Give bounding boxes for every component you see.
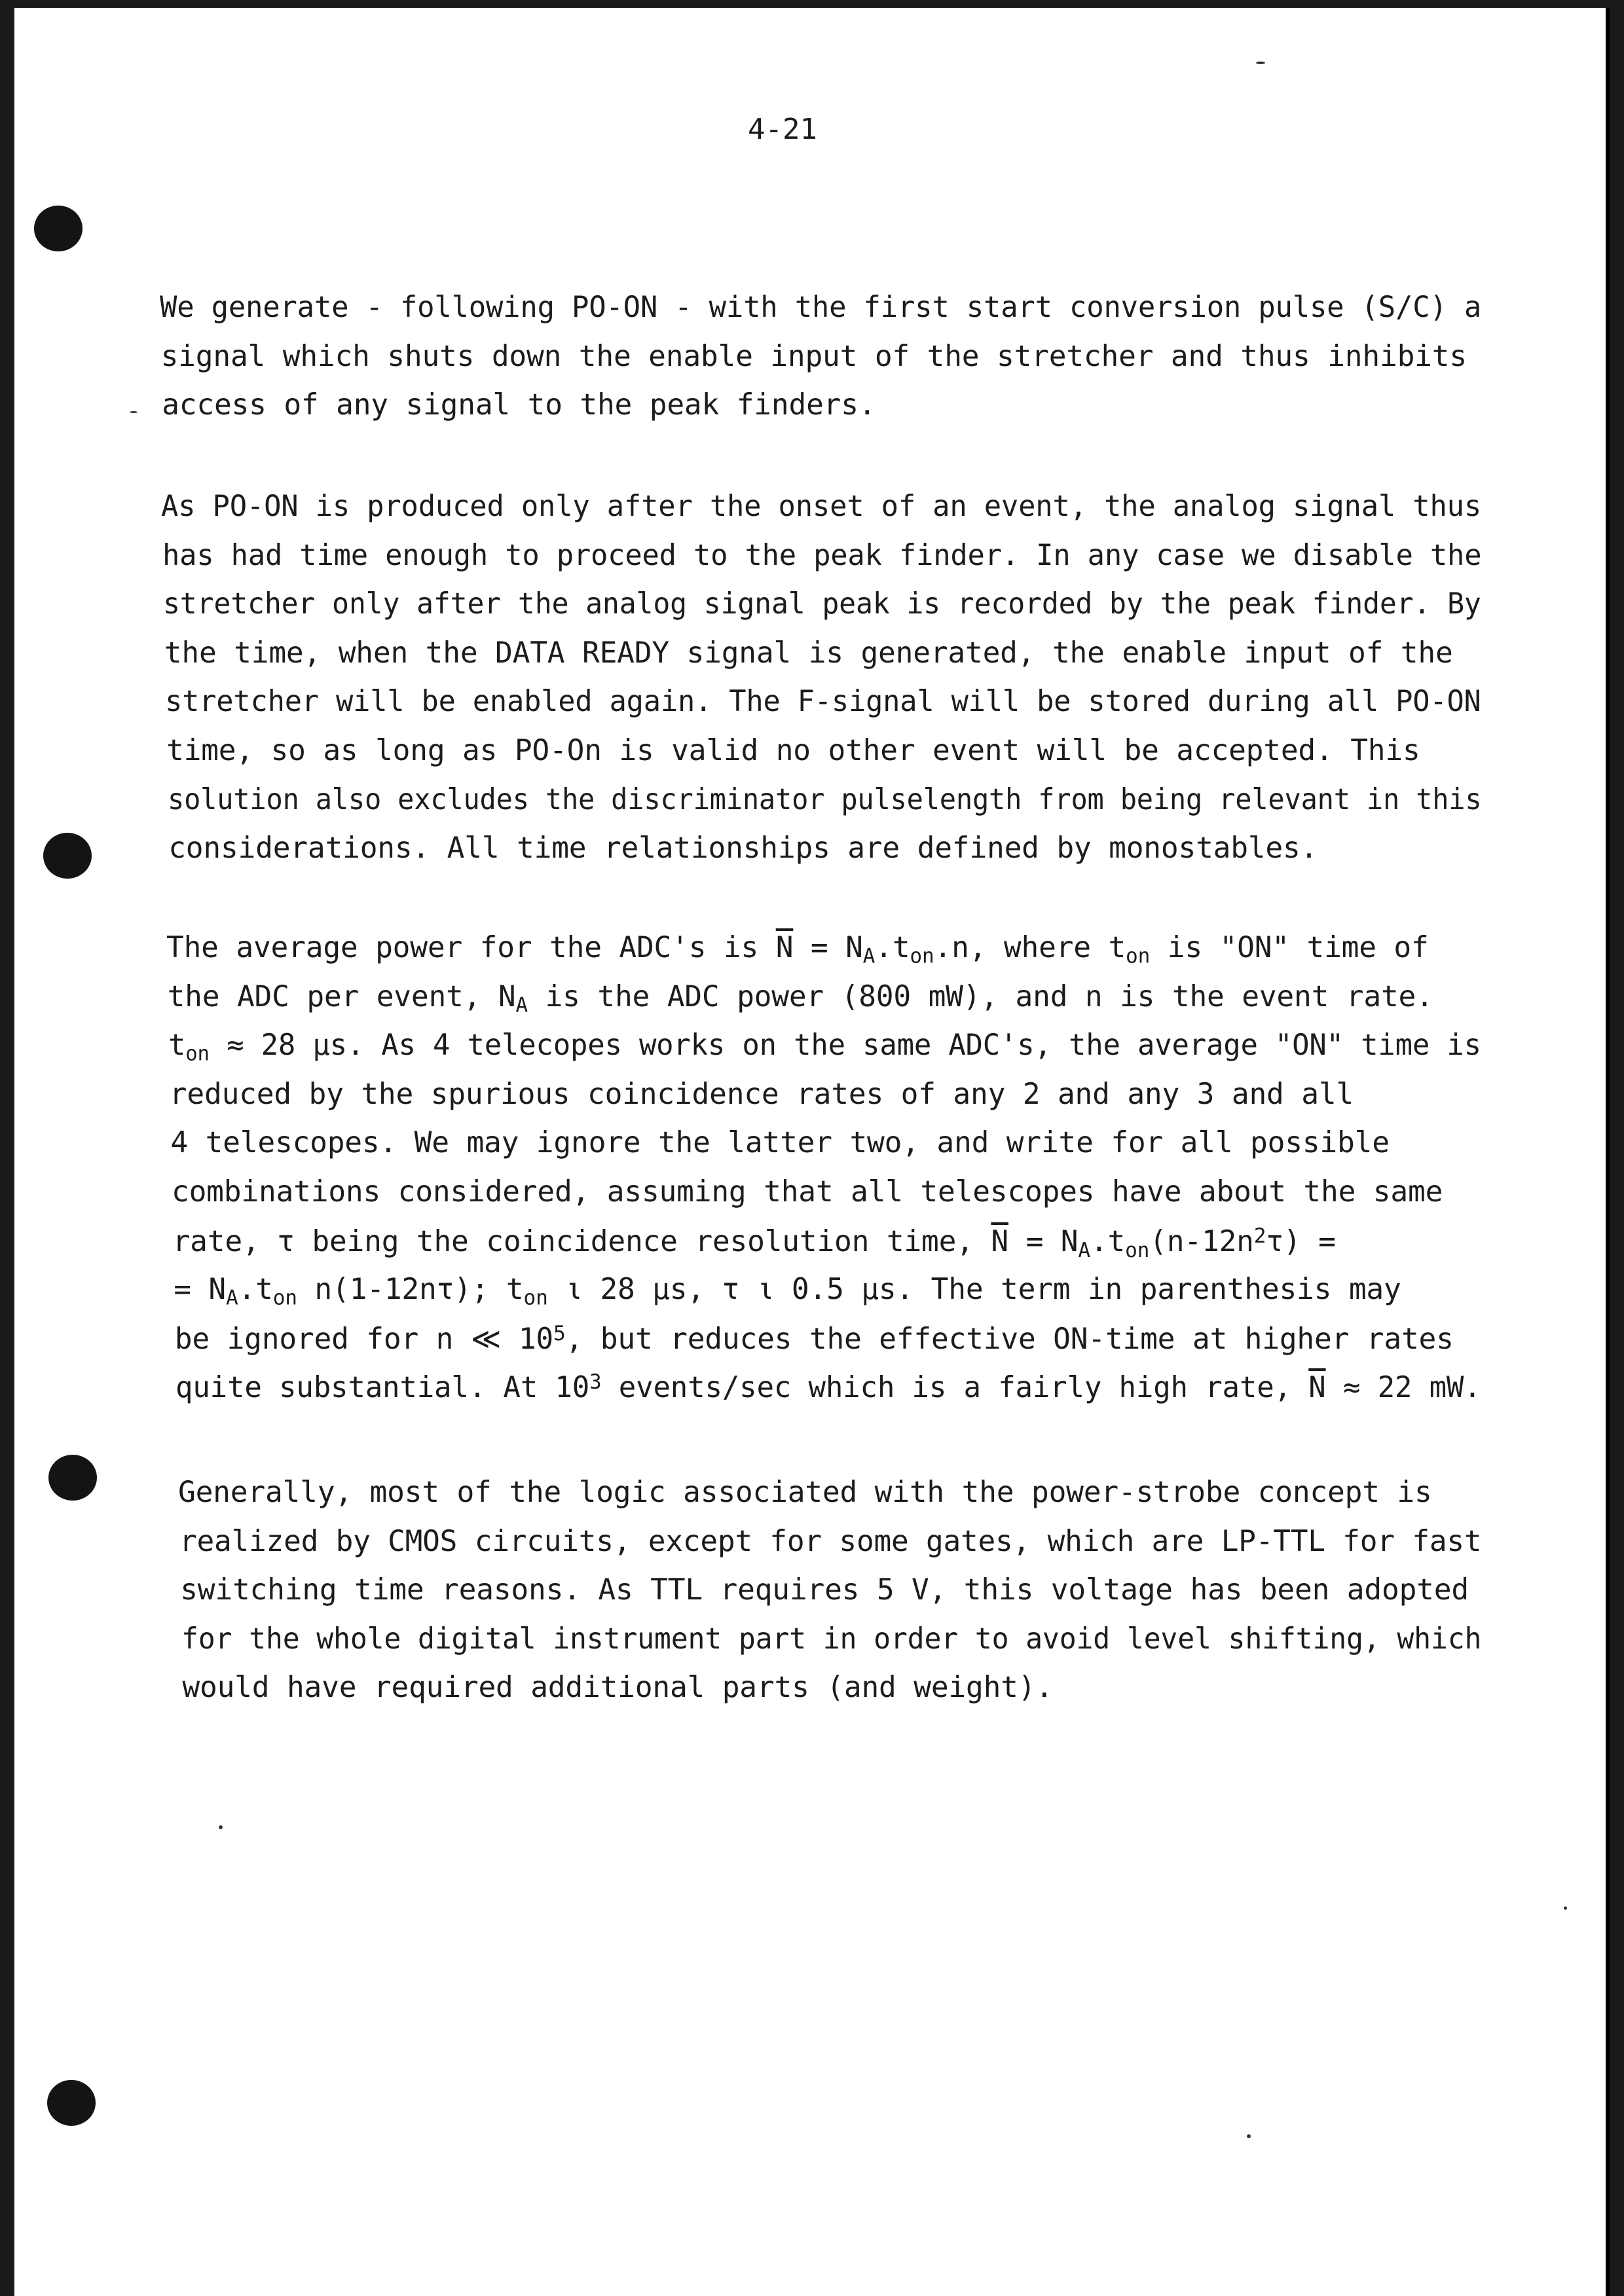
text-segment: events/sec which is a fairly high rate, (601, 1371, 1309, 1405)
text-segment: be ignored for n ≪ 10 (174, 1322, 554, 1356)
document-page (14, 8, 1610, 2296)
text-line (181, 1622, 1481, 1656)
text-segment: = N (1008, 1224, 1079, 1258)
text-segment: on (910, 944, 934, 968)
scan-speck (130, 411, 138, 413)
scan-speck (1247, 2134, 1251, 2138)
text-line (174, 1273, 1401, 1310)
text-line (178, 1476, 1432, 1509)
text-segment: A (1078, 1238, 1090, 1262)
text-segment: realized by CMOS circuits, except for some gates, which are LP-TTL for fast (179, 1524, 1481, 1558)
text-segment: the ADC per event, N (167, 979, 516, 1013)
text-segment: solution also excludes the discriminator pulselength from being relevant in this (167, 782, 1482, 816)
text-segment: We generate - following PO-ON - with the first start conversion pulse (S/C) a (160, 291, 1482, 324)
scan-speck (1256, 62, 1265, 64)
text-segment: has had time enough to proceed to the peak finder. In any case we disable the (162, 538, 1481, 572)
scan-speck (1564, 1906, 1567, 1910)
text-segment: (n-12n (1149, 1224, 1254, 1258)
text-line (162, 388, 876, 422)
text-segment: stretcher will be enabled again. The F-signal will be stored during all PO-ON (165, 685, 1482, 719)
text-line (180, 1573, 1469, 1607)
text-segment: on (185, 1042, 210, 1066)
text-segment: on (1126, 944, 1151, 968)
text-segment: signal which shuts down the enable input of the stretcher and thus inhibits (160, 339, 1467, 373)
text-segment: access of any signal to the peak finders. (162, 388, 876, 422)
page-number: 4-21 (748, 113, 817, 146)
text-segment: A (862, 944, 876, 968)
text-line (165, 685, 1481, 718)
text-line (162, 539, 1481, 572)
punch-hole-2 (43, 833, 92, 879)
text-segment: $\overline{N}$ (1308, 1371, 1326, 1405)
text-segment: ι 28 µs, τ ι 0.5 µs. The term in parenthesis may (547, 1273, 1401, 1307)
text-line (163, 587, 1481, 621)
text-line (160, 291, 1481, 324)
text-line (166, 931, 1429, 968)
text-line (168, 1029, 1481, 1066)
text-segment: for the whole digital instrument part in order to avoid level shifting, which (181, 1622, 1482, 1656)
text-segment: is the ADC power (800 mW), and n is the event rate. (527, 979, 1433, 1013)
text-segment: is "ON" time of (1150, 931, 1429, 964)
text-segment: rate, τ being the coincidence resolution time, (172, 1224, 991, 1258)
text-line (173, 1224, 1336, 1262)
text-line (168, 980, 1433, 1017)
text-segment: τ) = (1266, 1224, 1336, 1258)
text-segment: A (225, 1286, 238, 1310)
text-segment: A (515, 993, 528, 1017)
text-segment: = N (174, 1273, 226, 1307)
text-segment: .t (875, 931, 910, 964)
text-line (164, 636, 1453, 670)
text-segment: , but reduces the effective ON-time at higher rates (565, 1322, 1454, 1356)
text-line (161, 490, 1481, 523)
text-segment: stretcher only after the analog signal peak is recorded by the peak finder. By (163, 587, 1481, 621)
text-line (166, 734, 1420, 767)
text-segment: considerations. All time relationships are defined by monostables. (168, 831, 1318, 866)
text-segment: ≈ 28 µs. As 4 telecopes works on the same ADC's, the average "ON" time is (210, 1029, 1482, 1063)
text-segment: n(1-12nτ); t (297, 1273, 524, 1307)
text-segment: .t (238, 1273, 273, 1307)
text-segment: $\overline{N}$ (775, 931, 794, 964)
text-segment: on (523, 1286, 548, 1310)
text-segment: combinations considered, assuming that all telescopes have about the same (172, 1175, 1443, 1209)
text-segment: quite substantial. At 10 (175, 1371, 590, 1405)
text-segment: .n, where t (934, 931, 1126, 964)
text-segment: As PO-ON is produced only after the onset of an event, the analog signal thus (161, 490, 1481, 523)
text-line (170, 1078, 1354, 1111)
text-line (168, 831, 1318, 865)
text-line (179, 1525, 1481, 1558)
text-line (175, 1370, 1481, 1404)
text-segment: on (1125, 1238, 1150, 1262)
text-segment: on (272, 1286, 297, 1310)
text-line (168, 783, 1481, 816)
text-line (182, 1671, 1053, 1704)
text-line (175, 1322, 1454, 1356)
text-segment: t (168, 1029, 186, 1063)
scan-speck (219, 1825, 223, 1829)
text-segment: .t (1090, 1224, 1126, 1258)
text-segment: would have required additional parts (and weight). (182, 1671, 1053, 1705)
text-line (161, 340, 1467, 373)
text-segment: ≈ 22 mW. (1325, 1371, 1482, 1405)
punch-hole-3 (48, 1455, 97, 1501)
text-segment: reduced by the spurious coincidence rates of any 2 and any 3 and all (169, 1077, 1354, 1111)
text-segment: switching time reasons. As TTL requires 5 V, this voltage has been adopted (180, 1573, 1469, 1607)
text-segment: 2 (1253, 1224, 1266, 1248)
text-segment: 3 (589, 1370, 602, 1394)
text-segment: 4 telescopes. We may ignore the latter two, and write for all possible (170, 1126, 1390, 1160)
text-line (172, 1175, 1443, 1209)
text-segment: time, so as long as PO-On is valid no other event will be accepted. This (166, 734, 1420, 767)
punch-hole-1 (34, 206, 83, 251)
text-line (170, 1126, 1389, 1159)
text-segment: The average power for the ADC's is (166, 931, 776, 964)
punch-hole-4 (47, 2080, 96, 2126)
text-segment: 5 (553, 1321, 566, 1345)
text-segment: $\overline{N}$ (991, 1224, 1008, 1258)
text-segment: = N (793, 931, 863, 964)
text-segment: Generally, most of the logic associated with the power-strobe concept is (178, 1476, 1432, 1509)
text-segment: the time, when the DATA READY signal is generated, the enable input of the (164, 636, 1453, 670)
